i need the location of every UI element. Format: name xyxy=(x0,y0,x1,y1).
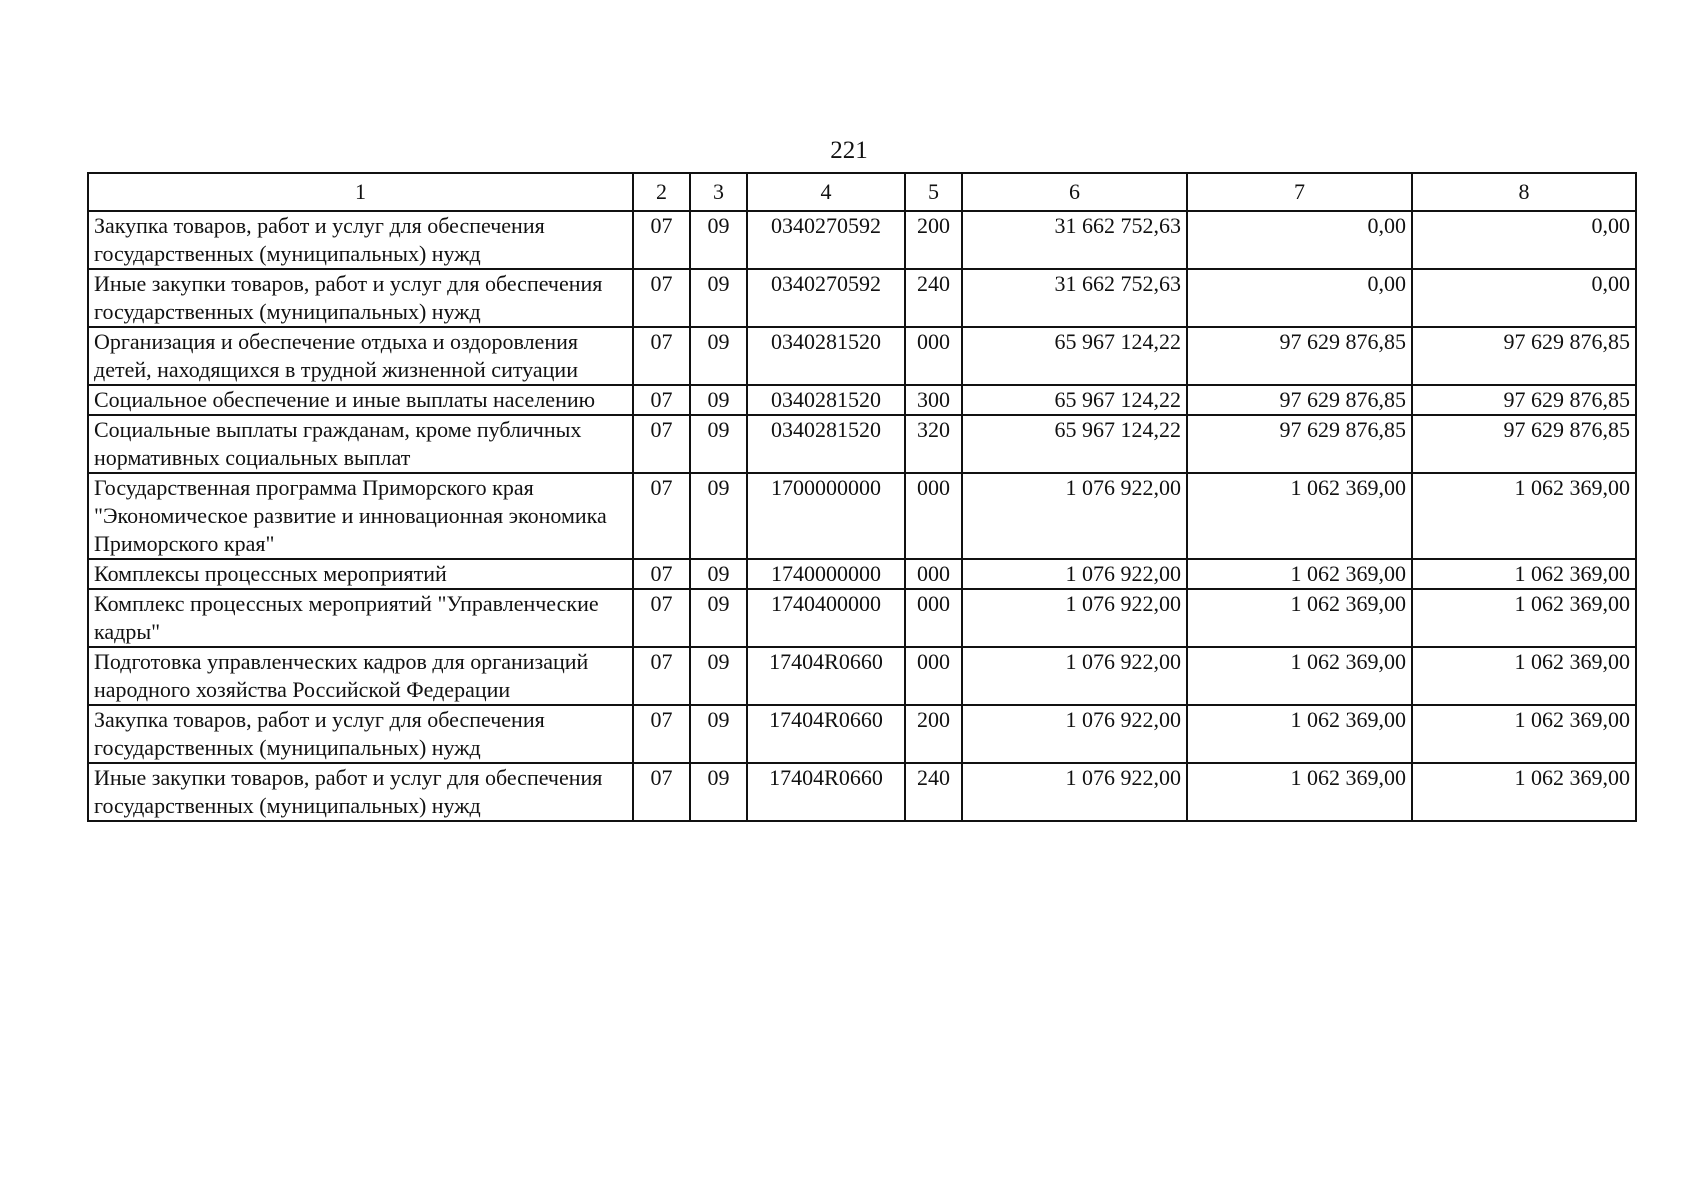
table-row xyxy=(88,211,1636,269)
amount-col-6: 1 076 922,00 xyxy=(962,589,1187,647)
row-name: Подготовка управленческих кадров для организаций народного хозяйства Российской Федерации xyxy=(88,647,633,705)
column-header-7: 7 xyxy=(1187,173,1412,211)
amount-col-6: 1 076 922,00 xyxy=(962,473,1187,559)
target-article-code: 0340270592 xyxy=(747,211,905,269)
expense-type-code: 200 xyxy=(905,705,962,763)
subsection-code: 09 xyxy=(690,473,747,559)
amount-col-8: 1 062 369,00 xyxy=(1412,589,1636,647)
amount-col-6: 65 967 124,22 xyxy=(962,385,1187,415)
table-row xyxy=(88,559,1636,589)
row-name: Иные закупки товаров, работ и услуг для обеспечения государственных (муниципальных) нужд xyxy=(88,763,633,821)
row-name: Социальное обеспечение и иные выплаты населению xyxy=(88,385,633,415)
table-row xyxy=(88,473,1636,559)
table-row xyxy=(88,415,1636,473)
column-header-3: 3 xyxy=(690,173,747,211)
amount-col-8: 97 629 876,85 xyxy=(1412,415,1636,473)
amount-col-7: 97 629 876,85 xyxy=(1187,415,1412,473)
subsection-code: 09 xyxy=(690,385,747,415)
amount-col-7: 97 629 876,85 xyxy=(1187,385,1412,415)
table-row xyxy=(88,385,1636,415)
amount-col-8: 0,00 xyxy=(1412,211,1636,269)
expense-type-code: 200 xyxy=(905,211,962,269)
row-name: Государственная программа Приморского края "Экономическое развитие и инновационная экономика Приморского края" xyxy=(88,473,633,559)
table-row xyxy=(88,647,1636,705)
header-row xyxy=(88,173,1636,211)
amount-col-7: 1 062 369,00 xyxy=(1187,763,1412,821)
row-name: Социальные выплаты гражданам, кроме публичных нормативных социальных выплат xyxy=(88,415,633,473)
subsection-code: 09 xyxy=(690,327,747,385)
section-code: 07 xyxy=(633,269,690,327)
column-header-1: 1 xyxy=(88,173,633,211)
subsection-code: 09 xyxy=(690,647,747,705)
amount-col-6: 31 662 752,63 xyxy=(962,269,1187,327)
section-code: 07 xyxy=(633,647,690,705)
target-article-code: 1740000000 xyxy=(747,559,905,589)
section-code: 07 xyxy=(633,415,690,473)
section-code: 07 xyxy=(633,559,690,589)
amount-col-8: 0,00 xyxy=(1412,269,1636,327)
amount-col-6: 1 076 922,00 xyxy=(962,763,1187,821)
section-code: 07 xyxy=(633,705,690,763)
expense-type-code: 000 xyxy=(905,559,962,589)
amount-col-8: 97 629 876,85 xyxy=(1412,327,1636,385)
table-row xyxy=(88,589,1636,647)
amount-col-6: 65 967 124,22 xyxy=(962,327,1187,385)
subsection-code: 09 xyxy=(690,559,747,589)
subsection-code: 09 xyxy=(690,705,747,763)
expense-type-code: 000 xyxy=(905,589,962,647)
section-code: 07 xyxy=(633,385,690,415)
expense-type-code: 320 xyxy=(905,415,962,473)
subsection-code: 09 xyxy=(690,211,747,269)
expense-type-code: 000 xyxy=(905,327,962,385)
column-header-5: 5 xyxy=(905,173,962,211)
section-code: 07 xyxy=(633,763,690,821)
target-article-code: 1740400000 xyxy=(747,589,905,647)
subsection-code: 09 xyxy=(690,269,747,327)
amount-col-7: 1 062 369,00 xyxy=(1187,705,1412,763)
row-name: Иные закупки товаров, работ и услуг для обеспечения государственных (муниципальных) нужд xyxy=(88,269,633,327)
target-article-code: 17404R0660 xyxy=(747,705,905,763)
subsection-code: 09 xyxy=(690,589,747,647)
table-row xyxy=(88,763,1636,821)
section-code: 07 xyxy=(633,589,690,647)
amount-col-8: 1 062 369,00 xyxy=(1412,647,1636,705)
row-name: Закупка товаров, работ и услуг для обеспечения государственных (муниципальных) нужд xyxy=(88,211,633,269)
row-name: Организация и обеспечение отдыха и оздоровления детей, находящихся в трудной жизненной ситуации xyxy=(88,327,633,385)
subsection-code: 09 xyxy=(690,763,747,821)
amount-col-8: 1 062 369,00 xyxy=(1412,473,1636,559)
amount-col-6: 65 967 124,22 xyxy=(962,415,1187,473)
target-article-code: 17404R0660 xyxy=(747,763,905,821)
expense-type-code: 240 xyxy=(905,269,962,327)
amount-col-8: 1 062 369,00 xyxy=(1412,559,1636,589)
column-header-4: 4 xyxy=(747,173,905,211)
expense-type-code: 000 xyxy=(905,647,962,705)
column-header-6: 6 xyxy=(962,173,1187,211)
target-article-code: 0340281520 xyxy=(747,327,905,385)
amount-col-7: 1 062 369,00 xyxy=(1187,589,1412,647)
column-header-8: 8 xyxy=(1412,173,1636,211)
amount-col-8: 1 062 369,00 xyxy=(1412,705,1636,763)
budget-table xyxy=(87,172,1637,822)
amount-col-7: 97 629 876,85 xyxy=(1187,327,1412,385)
table-row xyxy=(88,705,1636,763)
page-number: 221 xyxy=(830,137,868,164)
target-article-code: 0340281520 xyxy=(747,385,905,415)
amount-col-8: 97 629 876,85 xyxy=(1412,385,1636,415)
target-article-code: 17404R0660 xyxy=(747,647,905,705)
amount-col-7: 1 062 369,00 xyxy=(1187,473,1412,559)
amount-col-6: 31 662 752,63 xyxy=(962,211,1187,269)
expense-type-code: 240 xyxy=(905,763,962,821)
expense-type-code: 000 xyxy=(905,473,962,559)
section-code: 07 xyxy=(633,211,690,269)
amount-col-7: 1 062 369,00 xyxy=(1187,647,1412,705)
target-article-code: 0340270592 xyxy=(747,269,905,327)
table-row xyxy=(88,269,1636,327)
subsection-code: 09 xyxy=(690,415,747,473)
section-code: 07 xyxy=(633,473,690,559)
row-name: Закупка товаров, работ и услуг для обеспечения государственных (муниципальных) нужд xyxy=(88,705,633,763)
row-name: Комплекс процессных мероприятий "Управленческие кадры" xyxy=(88,589,633,647)
column-header-2: 2 xyxy=(633,173,690,211)
target-article-code: 0340281520 xyxy=(747,415,905,473)
amount-col-7: 0,00 xyxy=(1187,211,1412,269)
row-name: Комплексы процессных мероприятий xyxy=(88,559,633,589)
amount-col-6: 1 076 922,00 xyxy=(962,559,1187,589)
section-code: 07 xyxy=(633,327,690,385)
expense-type-code: 300 xyxy=(905,385,962,415)
amount-col-6: 1 076 922,00 xyxy=(962,705,1187,763)
target-article-code: 1700000000 xyxy=(747,473,905,559)
amount-col-7: 0,00 xyxy=(1187,269,1412,327)
amount-col-6: 1 076 922,00 xyxy=(962,647,1187,705)
amount-col-8: 1 062 369,00 xyxy=(1412,763,1636,821)
table-row xyxy=(88,327,1636,385)
amount-col-7: 1 062 369,00 xyxy=(1187,559,1412,589)
